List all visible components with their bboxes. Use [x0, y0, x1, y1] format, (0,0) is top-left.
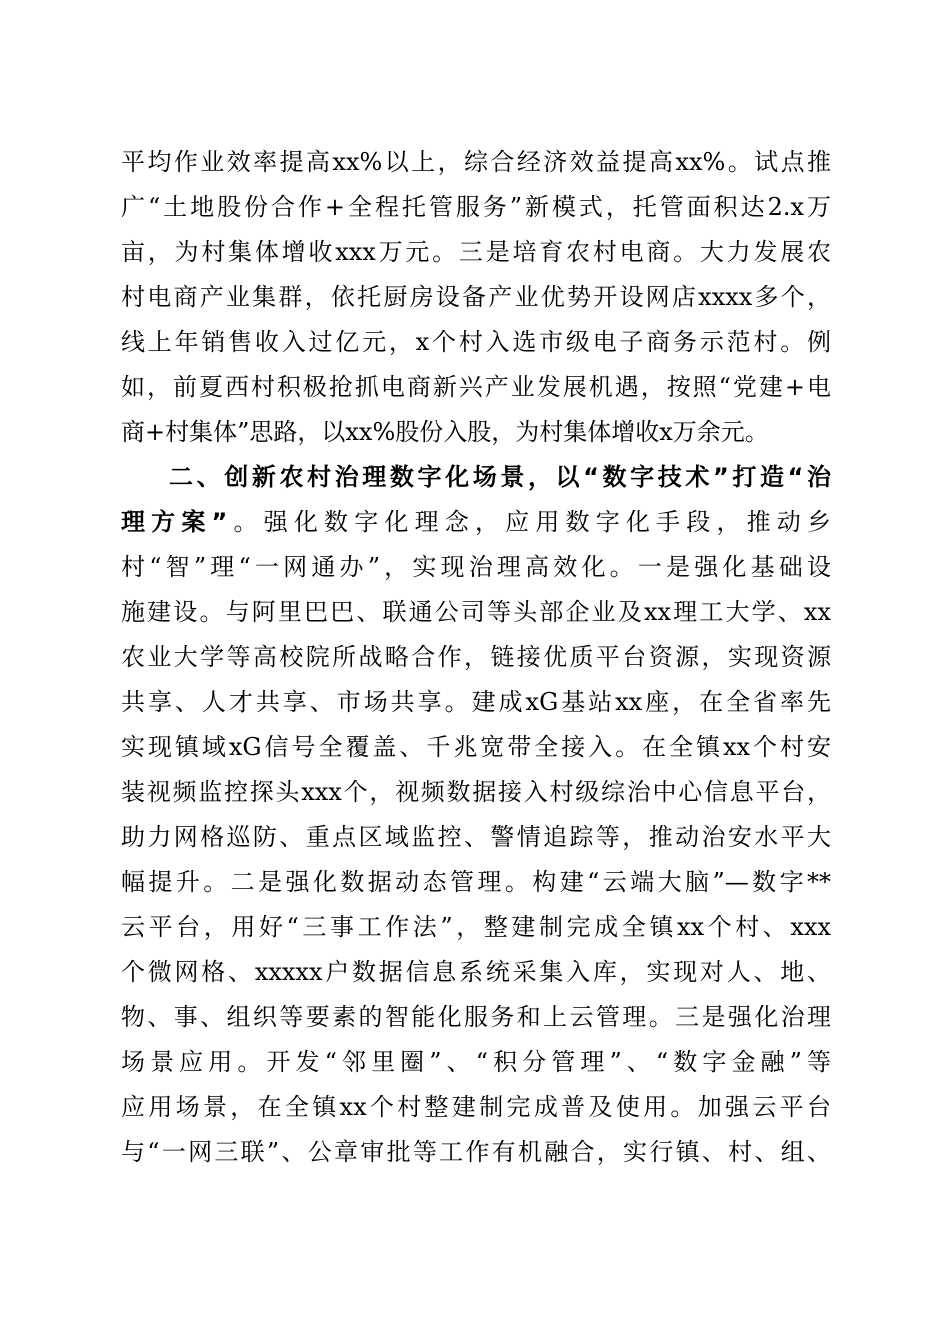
paragraph-line: 村“智”理“一网通办”，实现治理高效化。一是强化基础设: [121, 553, 831, 581]
paragraph-line: 场景应用。开发“邻里圈”、“积分管理”、“数字金融”等: [121, 1048, 831, 1076]
paragraph-line: 云平台，用好“三事工作法”，整建制完成全镇xx个村、xxx: [121, 913, 831, 941]
paragraph-line: 物、事、组织等要素的智能化服务和上云管理。三是强化治理: [121, 1003, 831, 1031]
paragraph-line: 共享、人才共享、市场共享。建成xG基站xx座，在全省率先: [121, 688, 831, 716]
section-heading: 二、创新农村治理数字化场景，以“数字技术”打造“治: [169, 463, 831, 491]
paragraph-line: 装视频监控探头xxx个，视频数据接入村级综治中心信息平台，: [121, 778, 831, 806]
paragraph-line: 广“土地股份合作+全程托管服务”新模式，托管面积达2.x万: [121, 193, 831, 221]
paragraph-line: 应用场景，在全镇xx个村整建制完成普及使用。加强云平台: [121, 1093, 831, 1121]
paragraph-line: 与“一网三联”、公章审批等工作有机融合，实行镇、村、组、: [121, 1138, 831, 1166]
paragraph-line: 个微网格、xxxxx户数据信息系统采集入库，实现对人、地、: [121, 958, 831, 986]
paragraph-line: 平均作业效率提高xx%以上，综合经济效益提高xx%。试点推: [121, 148, 831, 176]
section-heading-bold-end: 理方案”: [121, 508, 228, 536]
paragraph-line: 村电商产业集群，依托厨房设备产业优势开设网店xxxx多个，: [121, 283, 831, 311]
paragraph-line: 实现镇域xG信号全覆盖、千兆宽带全接入。在全镇xx个村安: [121, 733, 831, 761]
paragraph-line: 幅提升。二是强化数据动态管理。构建“云端大脑”—数字**: [121, 868, 831, 896]
paragraph-line: 商+村集体”思路，以xx%股份入股，为村集体增收x万余元。: [121, 418, 769, 446]
paragraph-line: 亩，为村集体增收xxx万元。三是培育农村电商。大力发展农: [121, 238, 831, 266]
paragraph-line: 农业大学等高校院所战略合作，链接优质平台资源，实现资源: [121, 643, 831, 671]
paragraph-line: 如，前夏西村积极抢抓电商新兴产业发展机遇，按照“党建+电: [121, 373, 831, 401]
section-intro-text: 。强化数字化理念，应用数字化手段，推动乡: [227, 508, 831, 536]
paragraph-line: 线上年销售收入过亿元，x个村入选市级电子商务示范村。例: [121, 328, 831, 356]
paragraph-line: 施建设。与阿里巴巴、联通公司等头部企业及xx理工大学、xx: [121, 598, 831, 626]
paragraph-line: 助力网格巡防、重点区域监控、警情追踪等，推动治安水平大: [121, 823, 831, 851]
section-heading-continuation: [121, 502, 831, 542]
